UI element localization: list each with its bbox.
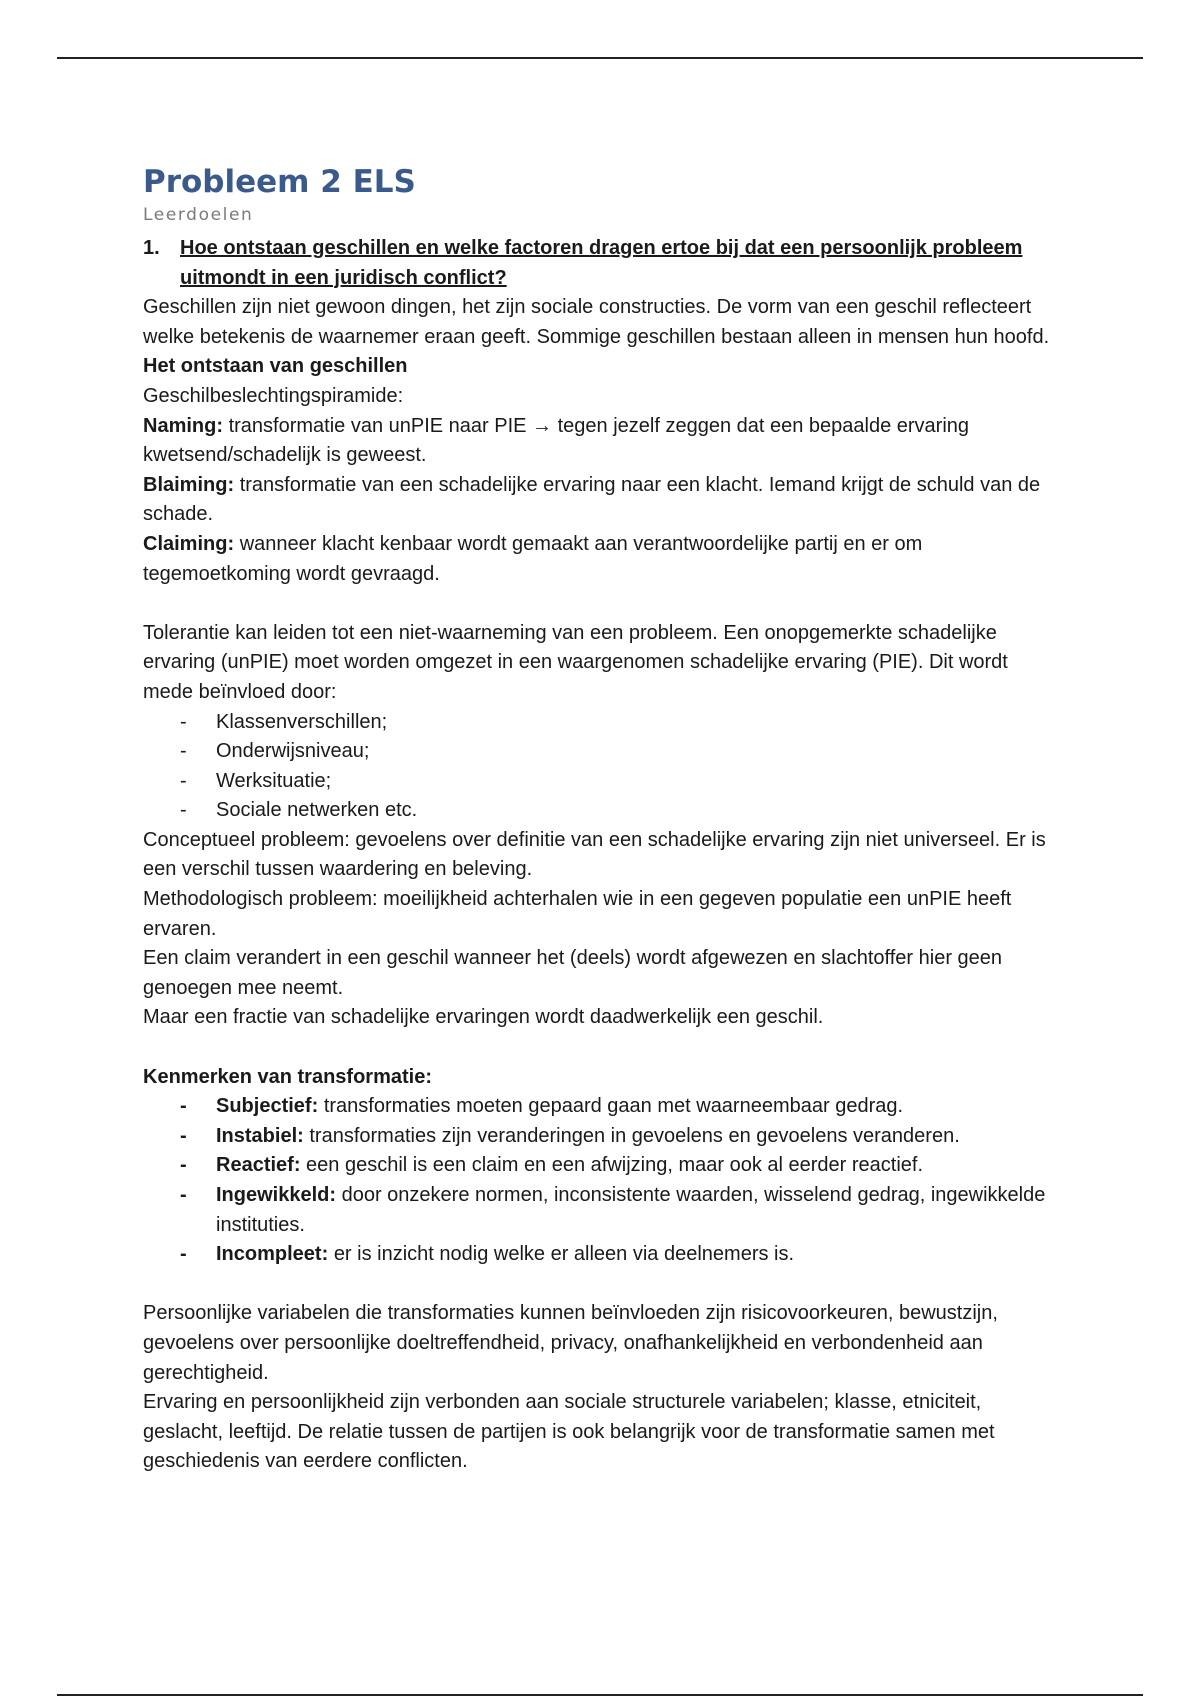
list-item: - Subjectief: transformaties moeten gepaard gaan met waarneembaar gedrag. <box>180 1095 904 1118</box>
learning-question <box>143 234 1063 293</box>
header-rule <box>57 57 1143 59</box>
claiming-text: wanneer klacht kenbaar wordt gemaakt aan verantwoordelijke partij en er om tegemoetkoming wordt gevraagd. <box>143 532 923 585</box>
list-item: - Werksituatie; <box>180 769 332 792</box>
blaiming-term: Blaiming: <box>143 473 235 496</box>
page-subtitle: Leerdoelen <box>143 205 254 225</box>
pyramid-label: Geschilbeslechtingspiramide: <box>143 384 404 407</box>
section-heading-kenmerken: Kenmerken van transformatie: <box>143 1065 432 1088</box>
kenmerken-list <box>143 1092 1063 1270</box>
persoonlijke-paragraph: Persoonlijke variabelen die transformaties kunnen beïnvloeden zijn risicovoorkeuren, bewustzijn, gevoelens over persoonlijke doeltreffendheid, privacy, onafhankelijkheid en verbondenheid aan gerechtigheid. <box>143 1302 998 1384</box>
list-item: - Incompleet: er is inzicht nodig welke er alleen via deelnemers is. <box>180 1243 795 1266</box>
naming-definition <box>143 412 1063 471</box>
list-item: - Klassenverschillen; <box>180 710 388 733</box>
fractie-paragraph: Maar een fractie van schadelijke ervaringen wordt daadwerkelijk een geschil. <box>143 1006 824 1029</box>
document-body <box>143 162 1063 1477</box>
question-text: Hoe ontstaan geschillen en welke factoren dragen ertoe bij dat een persoonlijk probleem uitmondt in een juridisch conflict? <box>180 237 1023 289</box>
conceptueel-paragraph: Conceptueel probleem: gevoelens over definitie van een schadelijke ervaring zijn niet universeel. Er is een verschil tussen waardering en beleving. <box>143 828 1046 881</box>
claim-geschil-paragraph: Een claim verandert in een geschil wanneer het (deels) wordt afgewezen en slachtoffer hier geen genoegen mee neemt. <box>143 947 1003 999</box>
claiming-term: Claiming: <box>143 532 235 555</box>
list-item: - Reactief: een geschil is een claim en een afwijzing, maar ook al eerder reactief. <box>180 1154 924 1177</box>
blaiming-definition <box>143 471 1063 530</box>
influences-list <box>143 708 1063 826</box>
intro-paragraph: Geschillen zijn niet gewoon dingen, het zijn sociale constructies. De vorm van een geschil reflecteert welke betekenis de waarnemer eraan geeft. Sommige geschillen bestaan alleen in mensen hun hoofd. <box>143 296 1050 348</box>
naming-term: Naming: <box>143 414 223 437</box>
naming-text: transformatie van unPIE naar PIE → tegen jezelf zeggen dat een bepaalde ervaring kwetsend/schadelijk is geweest. <box>143 414 970 467</box>
ervaring-paragraph: Ervaring en persoonlijkheid zijn verbonden aan sociale structurele variabelen; klasse, etniciteit, geslacht, leeftijd. De relatie tussen de partijen is ook belangrijk voor de transformatie samen met geschiedenis van eerdere conflicten. <box>143 1391 995 1473</box>
section-heading-ontstaan: Het ontstaan van geschillen <box>143 355 408 378</box>
tolerantie-paragraph: Tolerantie kan leiden tot een niet-waarneming van een probleem. Een onopgemerkte schadelijke ervaring (unPIE) moet worden omgezet in een waargenomen schadelijke ervaring (PIE). Dit wordt mede beïnvloed door: <box>143 621 1008 703</box>
question-number: 1. <box>143 237 160 259</box>
claiming-definition <box>143 530 1063 589</box>
footer-rule <box>57 1694 1143 1696</box>
list-item: - Sociale netwerken etc. <box>180 799 418 822</box>
methodologisch-paragraph: Methodologisch probleem: moeilijkheid achterhalen wie in een gegeven populatie een unPIE heeft ervaren. <box>143 888 1012 940</box>
list-item: - Ingewikkeld: door onzekere normen, inconsistente waarden, wisselend gedrag, ingewikkelde instituties. <box>180 1184 1046 1236</box>
list-item: - Onderwijsniveau; <box>180 740 370 763</box>
blaiming-text: transformatie van een schadelijke ervaring naar een klacht. Iemand krijgt de schuld van de schade. <box>143 473 1041 526</box>
list-item: - Instabiel: transformaties zijn veranderingen in gevoelens en gevoelens veranderen. <box>180 1124 960 1147</box>
page-title: Probleem 2 ELS <box>143 164 416 200</box>
